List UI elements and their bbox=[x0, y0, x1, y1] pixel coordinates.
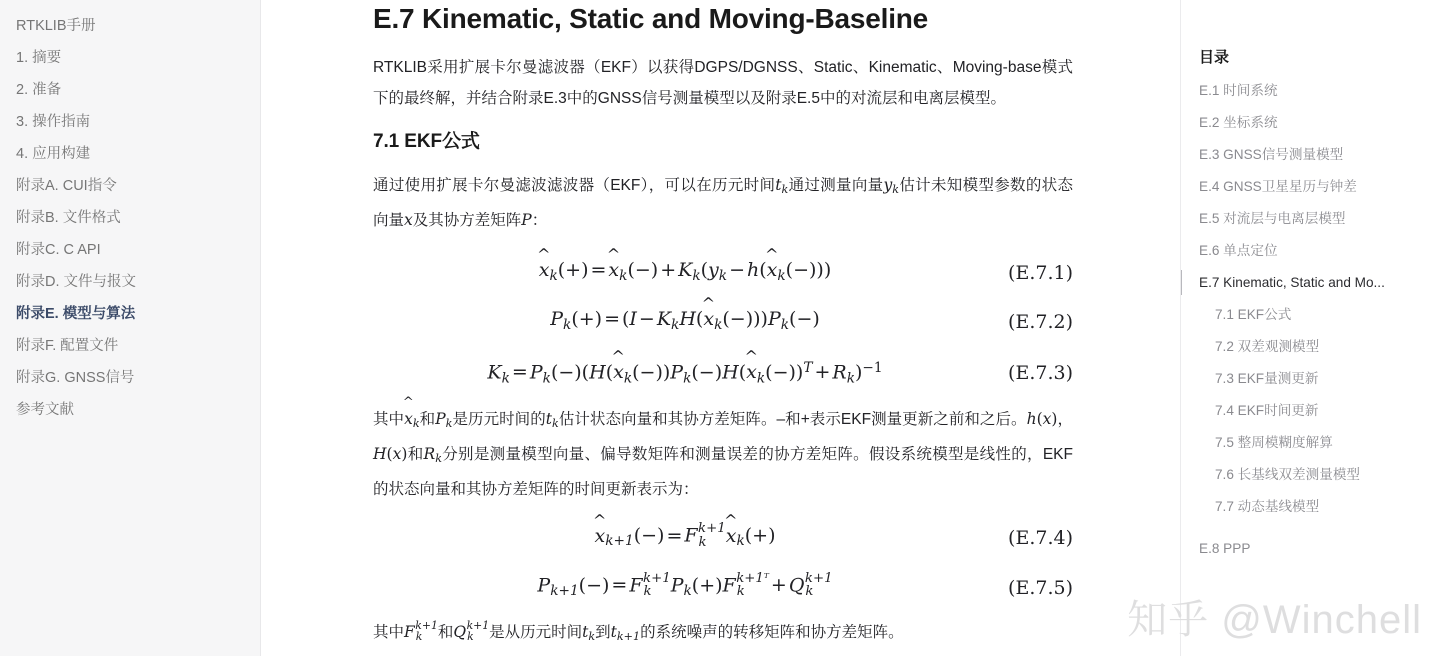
para3-a: 其中 bbox=[373, 623, 405, 641]
sidebar-item-4[interactable]: 4. 应用构建 bbox=[16, 146, 91, 162]
equation-number-3: (E.7.3) bbox=[1008, 361, 1073, 384]
section-heading-7-1: 7.1 EKF公式 bbox=[373, 131, 480, 152]
inline-math-tk: $t_k$ bbox=[775, 176, 789, 197]
para1-a: 通过使用扩展卡尔曼滤波滤波器（EKF），可以在历元时间 bbox=[373, 177, 776, 194]
equation-body-1: x ^ $_k$(+) = x ^ $_k(-) + K_k(y_k - h(x$ ^ $_k$(−))) bbox=[537, 245, 832, 284]
inline-math-F: F k+1 k bbox=[404, 619, 438, 644]
toc-spacer bbox=[1181, 523, 1440, 533]
toc-item-e7[interactable]: E.7 Kinematic, Static and Mo... bbox=[1181, 267, 1440, 299]
equation-row-2 bbox=[373, 289, 1073, 338]
inline-math-tk-3: $t_k$ bbox=[582, 622, 596, 643]
toc-item-e8[interactable]: E.8 PPP bbox=[1199, 541, 1251, 556]
equation-body-5: $P_{k+1}(-) = F$ k+1 k $P_k(+)F$ k+1ᵀ k + Q k+1 k bbox=[537, 570, 833, 600]
paragraph-2: 其中x ^ $_k$和$P_k$是历元时间的$t_k$估计状态向量和其协方差矩阵。–和+表示EKF测量更新之前和之后。h(x)，H(x)和$R_k$分别是测量模型向量、偏导数矩阵和测量误差的协方差矩阵。假设系统模型是线性的，EKF的状态向量和其协方差矩阵的时间更新表示为： bbox=[373, 395, 1073, 499]
toc-item-7-4[interactable]: 7.4 EKF时间更新 bbox=[1215, 403, 1319, 418]
toc-item-7-1[interactable]: 7.1 EKF公式 bbox=[1215, 307, 1292, 322]
inline-math-x: x bbox=[404, 211, 413, 230]
toc-item-7-5[interactable]: 7.5 整周模糊度解算 bbox=[1215, 435, 1333, 450]
para3-d: 到 bbox=[595, 623, 611, 641]
inline-math-Pk: $P_k$ bbox=[435, 410, 453, 431]
toc-item-e1[interactable]: E.1 时间系统 bbox=[1199, 83, 1278, 98]
sidebar-item-2[interactable]: 2. 准备 bbox=[16, 82, 62, 98]
sidebar-item-appendix-f[interactable]: 附录F. 配置文件 bbox=[16, 338, 119, 354]
intro-paragraph: RTKLIB采用扩展卡尔曼滤波器（EKF）以获得DGPS/DGNSS、Static、Kinematic、Moving-base模式下的最终解，并结合附录E.3中的GNSS信号测量模型以及附录E.5中的对流层和电离层模型。 bbox=[373, 59, 1073, 107]
toc-item-e3[interactable]: E.3 GNSS信号测量模型 bbox=[1199, 147, 1344, 162]
equation-row-1 bbox=[373, 236, 1073, 289]
sidebar-item-3[interactable]: 3. 操作指南 bbox=[16, 114, 91, 130]
para2-b: 和 bbox=[419, 411, 436, 429]
toc-item-7-7[interactable]: 7.7 动态基线模型 bbox=[1215, 499, 1320, 514]
toc-item-7-6[interactable]: 7.6 长基线双差测量模型 bbox=[1215, 467, 1361, 482]
right-table-of-contents bbox=[1180, 0, 1440, 656]
toc-item-e5[interactable]: E.5 对流层与电离层模型 bbox=[1199, 211, 1346, 226]
equation-number-1: (E.7.1) bbox=[1008, 262, 1073, 285]
para2-e: ， bbox=[1057, 411, 1073, 429]
inline-math-P: P bbox=[521, 211, 532, 230]
toc-item-7-2[interactable]: 7.2 双差观测模型 bbox=[1215, 339, 1320, 354]
inline-math-yk: $y_k$ bbox=[883, 176, 899, 197]
document-body bbox=[261, 0, 1180, 652]
toc-item-e6[interactable]: E.6 单点定位 bbox=[1199, 243, 1278, 258]
inline-math-Hx: H(x) bbox=[373, 445, 408, 464]
sidebar-item-manual[interactable]: RTKLIB手册 bbox=[16, 18, 96, 34]
para3-b: 和 bbox=[437, 623, 454, 641]
sidebar-item-appendix-d[interactable]: 附录D. 文件与报文 bbox=[16, 274, 137, 290]
sidebar-item-appendix-c[interactable]: 附录C. C API bbox=[16, 242, 101, 258]
toc-item-e2[interactable]: E.2 坐标系统 bbox=[1199, 115, 1278, 130]
equation-number-2: (E.7.2) bbox=[1008, 310, 1073, 333]
para2-d: 估计状态向量和其协方差矩阵。–和+表示EKF测量更新之前和之后。 bbox=[558, 411, 1027, 429]
para3-c: 是从历元时间 bbox=[489, 623, 583, 641]
watermark: 知乎 @Winchell bbox=[1127, 598, 1422, 642]
inline-math-tk1: $t_{k+1}$ bbox=[610, 622, 641, 643]
equation-row-5 bbox=[373, 555, 1073, 604]
paragraph-3 bbox=[373, 604, 1073, 652]
sidebar-item-appendix-b[interactable]: 附录B. 文件格式 bbox=[16, 210, 121, 226]
sidebar-item-appendix-a[interactable]: 附录A. CUI指令 bbox=[16, 178, 117, 194]
toc-title: 目录 bbox=[1199, 49, 1230, 66]
para1-d: 及其协方差矩阵 bbox=[412, 212, 522, 230]
inline-math-hx: h(x) bbox=[1026, 410, 1058, 429]
equation-number-5: (E.7.5) bbox=[1008, 576, 1073, 599]
para2-c: 是历元时间的 bbox=[452, 411, 546, 429]
toc-item-7-3[interactable]: 7.3 EKF量测更新 bbox=[1215, 371, 1319, 386]
inline-math-Rk: $R_k$ bbox=[423, 445, 442, 466]
para2-f: 和 bbox=[407, 446, 424, 464]
left-sidebar bbox=[0, 0, 261, 656]
para1-c: 估计未知模型参数的状态向量 bbox=[373, 177, 1073, 230]
inline-math-Q: Q k+1 k bbox=[453, 619, 490, 644]
sidebar-item-appendix-e[interactable]: 附录E. 模型与算法 bbox=[16, 306, 136, 322]
paragraph-1 bbox=[373, 154, 1073, 236]
equation-body-3: $K_k = P_k(-)(H(x$ ^ $_k(-))P_k(-)H(x$ ^ $_k(-))^T + R_k)^{-1}$ bbox=[487, 347, 883, 387]
para2-a: 其中 bbox=[373, 411, 405, 429]
equation-number-4: (E.7.4) bbox=[1008, 527, 1073, 550]
sidebar-item-1[interactable]: 1. 摘要 bbox=[16, 50, 62, 66]
inline-math-xhat-k: x ^ bbox=[402, 395, 414, 429]
main-content bbox=[261, 0, 1180, 656]
para3-e: 的系统噪声的转移矩阵和协方差矩阵。 bbox=[640, 623, 904, 641]
inline-math-tk-2: $t_k$ bbox=[545, 410, 559, 431]
sidebar-item-appendix-g[interactable]: 附录G. GNSS信号 bbox=[16, 370, 135, 386]
equation-body-2: $P_k(+) = (I - K_kH(x$ ^ $_k(-)))P_k(-)$ bbox=[550, 293, 820, 333]
para1-b: 通过测量向量 bbox=[788, 177, 884, 194]
equation-row-4 bbox=[373, 505, 1073, 554]
toc-item-e4[interactable]: E.4 GNSS卫星星历与钟差 bbox=[1199, 179, 1357, 194]
para2-g: 分别是测量模型向量、偏导数矩阵和测量误差的协方差矩阵。假设系统模型是线性的，EKF的状态向量和其协方差矩阵的时间更新表示为： bbox=[373, 446, 1073, 499]
equation-row-3 bbox=[373, 338, 1073, 391]
equation-body-4: x ^ $_{k+1}$(−) = F k+1 k x ^ $_k$(+) bbox=[592, 510, 776, 550]
sidebar-item-references[interactable]: 参考文献 bbox=[16, 402, 74, 418]
page-title: E.7 Kinematic, Static and Moving-Baseline bbox=[373, 3, 929, 34]
para1-e: ： bbox=[531, 212, 548, 230]
